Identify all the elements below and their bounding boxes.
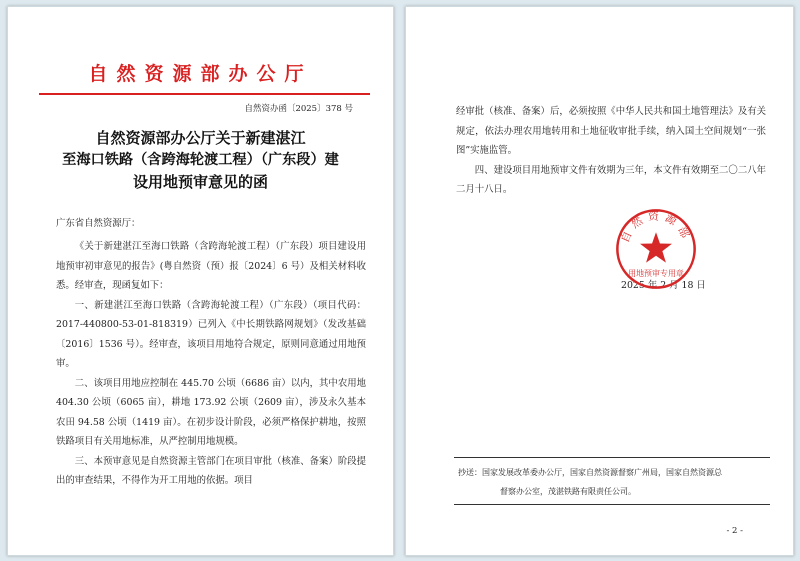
paragraph: 经审批（核准、备案）后，必须按照《中华人民共和国土地管理法》及有关规定，依法办理农用地转用和土地征收审批手续，纳入国土空间规划“一张图”实施监管。 [456, 106, 766, 156]
header-red-rule [39, 93, 370, 95]
paragraph: 四、建设项目用地预审文件有效期为三年，本文件有效期至二〇二八年二月十八日。 [456, 164, 766, 195]
title-line: 自然资源部办公厅关于新建湛江 [95, 129, 306, 147]
page-number: - 2 - [726, 526, 743, 536]
body-paragraphs [456, 102, 766, 200]
cc-recipients: 国家发展改革委办公厅，国家自然资源督察广州局，国家自然资源总 [482, 468, 722, 477]
cc-top-rule [454, 457, 770, 458]
seal-inner-text: 用地预审专用章 [628, 268, 684, 278]
title-line: 至海口铁路（含跨海轮渡工程）（广东段）建 [62, 152, 339, 168]
cc-bottom-rule [454, 504, 770, 505]
issuer-header: 自然资源部办公厅 [88, 63, 313, 85]
paragraph: 《关于新建湛江至海口铁路（含跨海轮渡工程）（广东段）项目建设用地预审初审意见的报告》(粤自然资（预）报〔2024〕6 号）及相关材料收悉。经审查，现函复如下： [56, 241, 366, 291]
document-number: 自然资办函〔2025〕378 号 [244, 104, 353, 114]
seal-star-icon [640, 232, 672, 262]
issue-date: 2025 年 2 月 18 日 [621, 280, 706, 291]
paragraph: 一、新建湛江至海口铁路（含跨海轮渡工程）（广东段）（项目代码：2017-440800-53-01-818319）已列入《中长期铁路网规划》（发改基础〔2016〕1536 号）。经审查，该项目用地符合规定，原则同意通过用地预审。 [56, 299, 366, 369]
paragraph: 二、该项目用地应控制在 445.70 公顷（6686 亩）以内，其中农用地 404.30 公顷（6065 亩），耕地 173.92 公顷（2609 亩），涉及永久基本农田 94.58 公顷（1419 亩）。在初步设计阶段，必须严格保护耕地，按照铁路项目有关用地标准，从严控制用地规模。 [56, 377, 366, 447]
cc-label: 抄送： [458, 468, 482, 477]
cc-block [458, 463, 778, 501]
document-page-1 [7, 6, 394, 556]
body-paragraphs [56, 237, 366, 491]
addressee: 广东省自然资源厅： [56, 218, 141, 229]
title-line: 设用地预审意见的函 [132, 173, 268, 191]
seal-arc-text: 自然资源部 [618, 209, 694, 245]
official-seal [614, 207, 698, 291]
document-title [28, 127, 373, 193]
cc-recipients-cont: 督察办公室，茂湛铁路有限责任公司。 [500, 487, 636, 496]
paragraph: 三、本预审意见是自然资源主管部门在项目审批（核准、备案）阶段提出的审查结果，不得作为开工用地的依据。项目 [56, 455, 366, 486]
document-page-2 [405, 6, 794, 556]
